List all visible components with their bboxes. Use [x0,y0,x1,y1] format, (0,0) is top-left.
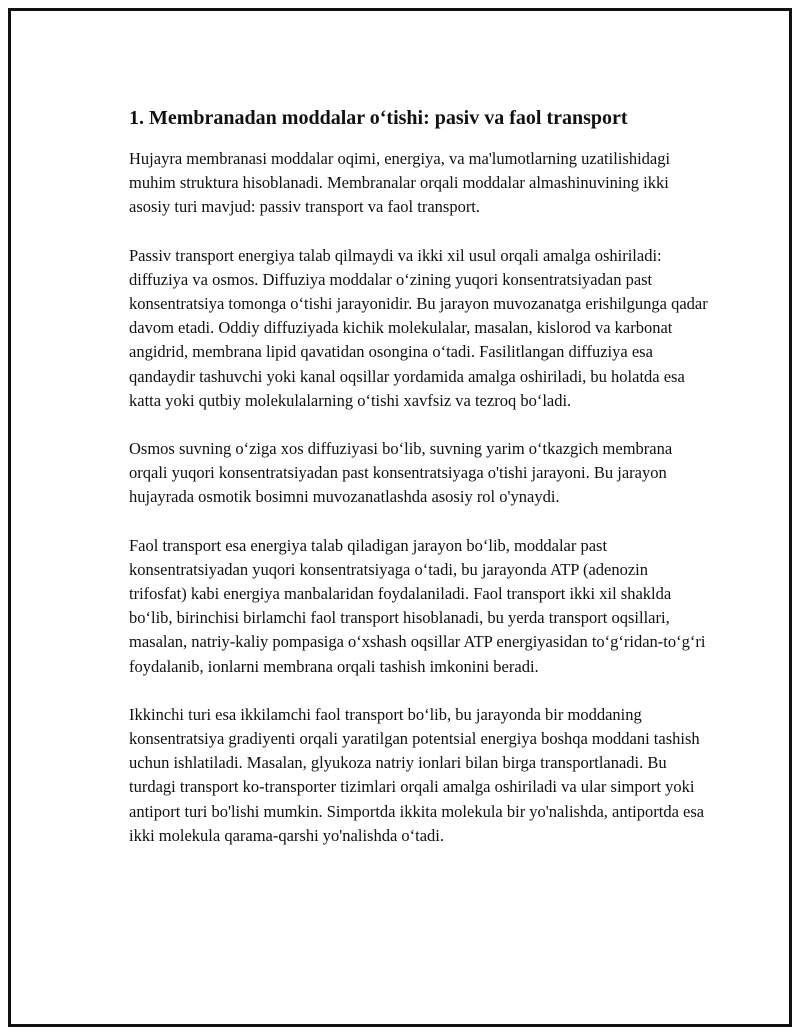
paragraph-active-transport: Faol transport esa energiya talab qiladigan jarayon bo‘lib, moddalar past konsentratsiyadan yuqori konsentratsiyaga o‘tadi, bu jarayonda ATP (adenozin trifosfat) kabi energiya manbalaridan foydalaniladi. Faol transport ikki xil shaklda bo‘lib, birinchisi birlamchi faol transport hisoblanadi, bu yerda transport oqsillari, masalan, natriy-kaliy pompasiga o‘xshash oqsillar ATP energiyasidan to‘g‘ridan-to‘g‘ri foydalanib, ionlarni membrana orqali tashish imkonini beradi. [129,535,706,676]
paragraph-osmosis: Osmos suvning o‘ziga xos diffuziyasi bo‘lib, suvning yarim o‘tkazgich membrana orqali yuqori konsentratsiyadan past konsentratsiyaga o'tishi jarayoni. Bu jarayon hujayrada osmotik bosimni muvozanatlashda asosiy rol o'ynaydi. [129,439,673,507]
paragraph-intro: Hujayra membranasi moddalar oqimi, energiya, va ma'lumotlarning uzatilishidagi muhim struktura hisoblanadi. Membranalar orqali moddalar almashinuvining ikki asosiy turi mavjud: passiv transport va faol transport. [129,149,671,217]
paragraph-secondary-transport: Ikkinchi turi esa ikkilamchi faol transport bo‘lib, bu jarayonda bir moddaning konsentratsiya gradiyenti orqali yaratilgan potentsial energiya boshqa moddani tashish uchun ishlatiladi. Masalan, glyukoza natriy ionlari bilan birga transportlanadi. Bu turdagi transport ko-transporter tizimlari orqali amalga oshiriladi va ular simport yoki antiport turi bo'lishi mumkin. Simportda ikkita molekula bir yo'nalishda, antiportda esa ikki molekula qarama-qarshi yo'nalishda o‘tadi. [129,704,705,845]
document-content [129,103,709,872]
page-frame [8,8,792,1027]
paragraph-passive-transport: Passiv transport energiya talab qilmaydi va ikki xil usul orqali amalga oshiriladi: diffuziya va osmos. Diffuziya moddalar o‘zining yuqori konsentratsiyadan past konsentratsiya tomonga o‘tishi jarayonidir. Bu jarayon muvozanatga erishilgunga qadar davom etadi. Oddiy diffuziyada kichik molekulalar, masalan, kislorod va karbonat angidrid, membrana lipid qavatidan osongina o‘tadi. Fasilitlangan diffuziya esa qandaydir tashuvchi yoki kanal oqsillar yordamida amalga oshiriladi, bu holatda esa katta yoki qutbiy molekulalarning o‘tishi xavfsiz va tezroq bo‘ladi. [129,245,708,410]
document-heading: 1. Membranadan moddalar o‘tishi: pasiv va faol transport [129,107,628,129]
